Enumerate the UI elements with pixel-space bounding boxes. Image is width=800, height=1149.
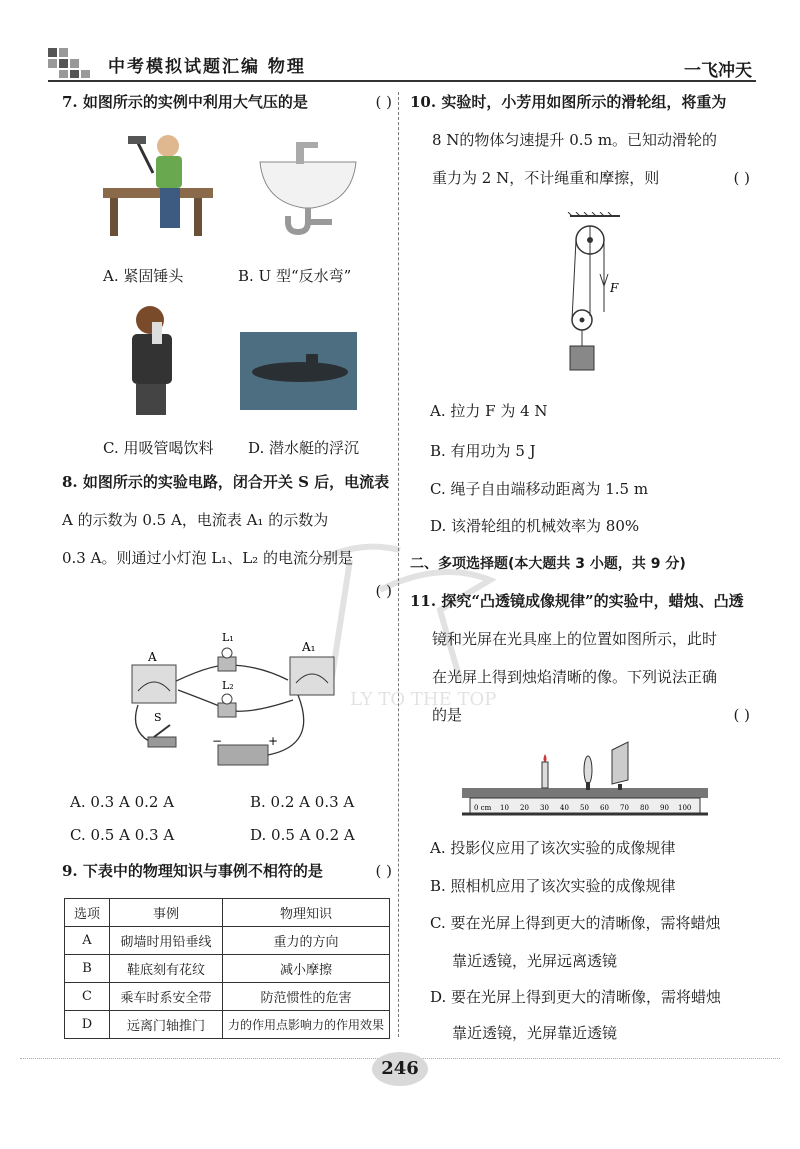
section-2-title: 二、多项选择题(本大题共 3 小题，共 9 分) — [410, 556, 686, 572]
q9-stem: 9. 下表中的物理知识与事例不相符的是 ( ) — [62, 862, 392, 880]
q10-option-b: B. 有用功为 5 J — [430, 442, 536, 460]
q8-option-d: D. 0.5 A 0.2 A — [250, 826, 355, 844]
q8-label-a1: A₁ — [302, 640, 316, 654]
svg-text:100: 100 — [678, 804, 692, 812]
header-rule — [48, 80, 756, 82]
q8-label-a: A — [148, 650, 157, 664]
table-row: A 砌墙时用铅垂线 重力的方向 — [65, 927, 390, 955]
svg-text:40: 40 — [560, 804, 569, 812]
q8-option-a: A. 0.3 A 0.2 A — [70, 793, 175, 811]
q7-stem: 7. 如图所示的实例中利用大气压的是 ( ) — [62, 93, 392, 111]
q8-label-l1: L₁ — [222, 631, 234, 644]
svg-text:30: 30 — [540, 804, 549, 812]
q11-optical-bench — [460, 740, 710, 820]
header-title: 中考模拟试题汇编 物理 — [108, 57, 306, 77]
q7-straw-boy-image — [122, 300, 184, 415]
svg-text:10: 10 — [500, 804, 509, 812]
q11-option-c-cont: 靠近透镜，光屏远离透镜 — [452, 952, 618, 970]
svg-text:20: 20 — [520, 804, 529, 812]
header-brand: 一飞冲天 — [684, 61, 752, 81]
svg-text:0 cm: 0 cm — [474, 804, 492, 812]
q8-label-l2: L₂ — [222, 679, 234, 692]
table-row: C 乘车时系安全带 防范惯性的危害 — [65, 983, 390, 1011]
q8-label-s: S — [154, 711, 162, 724]
table-header-row — [65, 899, 390, 927]
table-row: B 鞋底刻有花纹 减小摩擦 — [65, 955, 390, 983]
header-logo-blocks — [48, 48, 100, 78]
q11-stem: 11. 探究“凸透镜成像规律”的实验中，蜡烛、凸透 镜和光屏在光具座上的位置如图所示，此时 在光屏上得到烛焰清晰的像。下列说法正确 的是 ( ) — [410, 592, 750, 724]
svg-text:50: 50 — [580, 804, 589, 812]
watermark-text: LY TO THE TOP — [350, 689, 497, 710]
q7-hammer-image — [98, 128, 218, 240]
q8-option-c: C. 0.5 A 0.3 A — [70, 826, 175, 844]
q8-label-plus: + — [268, 734, 279, 748]
q8-stem: 8. 如图所示的实验电路，闭合开关 S 后，电流表 A 的示数为 0.5 A，电流表 A₁ 的示数为 0.3 A。则通过小灯泡 L₁、L₂ 的电流分别是 ( ) — [62, 473, 392, 600]
q11-option-a: A. 投影仪应用了该次实验的成像规律 — [430, 839, 676, 857]
q10-force-label: F — [610, 281, 619, 295]
q11-option-c: C. 要在光屏上得到更大的清晰像，需将蜡烛 — [430, 914, 721, 932]
q8-circuit-diagram — [118, 625, 338, 775]
table-header-cell: 选项 — [65, 899, 110, 927]
q10-pulley-diagram — [560, 212, 640, 374]
table-header-cell: 事例 — [110, 899, 223, 927]
q7-option-a: A. 紧固锤头 — [103, 267, 184, 285]
svg-text:60: 60 — [600, 804, 609, 812]
q10-option-d: D. 该滑轮组的机械效率为 80% — [430, 517, 640, 535]
q7-submarine-image — [240, 332, 357, 410]
q10-option-a: A. 拉力 F 为 4 N — [430, 402, 548, 420]
q11-option-d: D. 要在光屏上得到更大的清晰像，需将蜡烛 — [430, 988, 722, 1006]
q7-option-c: C. 用吸管喝饮料 — [103, 439, 214, 457]
q7-option-d: D. 潜水艇的浮沉 — [248, 439, 360, 457]
q8-option-b: B. 0.2 A 0.3 A — [250, 793, 355, 811]
table-row: D 远离门轴推门 力的作用点影响力的作用效果 — [65, 1011, 390, 1039]
q7-sink-image — [252, 132, 364, 242]
q11-option-b: B. 照相机应用了该次实验的成像规律 — [430, 877, 676, 895]
q10-stem: 10. 实验时，小芳用如图所示的滑轮组，将重为 8 N的物体匀速提升 0.5 m。已知动滑轮的 重力为 2 N，不计绳重和摩擦，则 ( ) — [410, 93, 750, 187]
page-number: 246 — [372, 1052, 428, 1086]
table-header-cell: 物理知识 — [223, 899, 390, 927]
q10-option-c: C. 绳子自由端移动距离为 1.5 m — [430, 480, 649, 498]
q7-option-b: B. U 型“反水弯” — [238, 267, 352, 285]
svg-text:90: 90 — [660, 804, 669, 812]
svg-text:80: 80 — [640, 804, 649, 812]
q8-label-minus: − — [212, 734, 223, 748]
q11-option-d-cont: 靠近透镜，光屏靠近透镜 — [452, 1024, 618, 1042]
q9-table — [64, 898, 390, 1039]
svg-text:70: 70 — [620, 804, 629, 812]
